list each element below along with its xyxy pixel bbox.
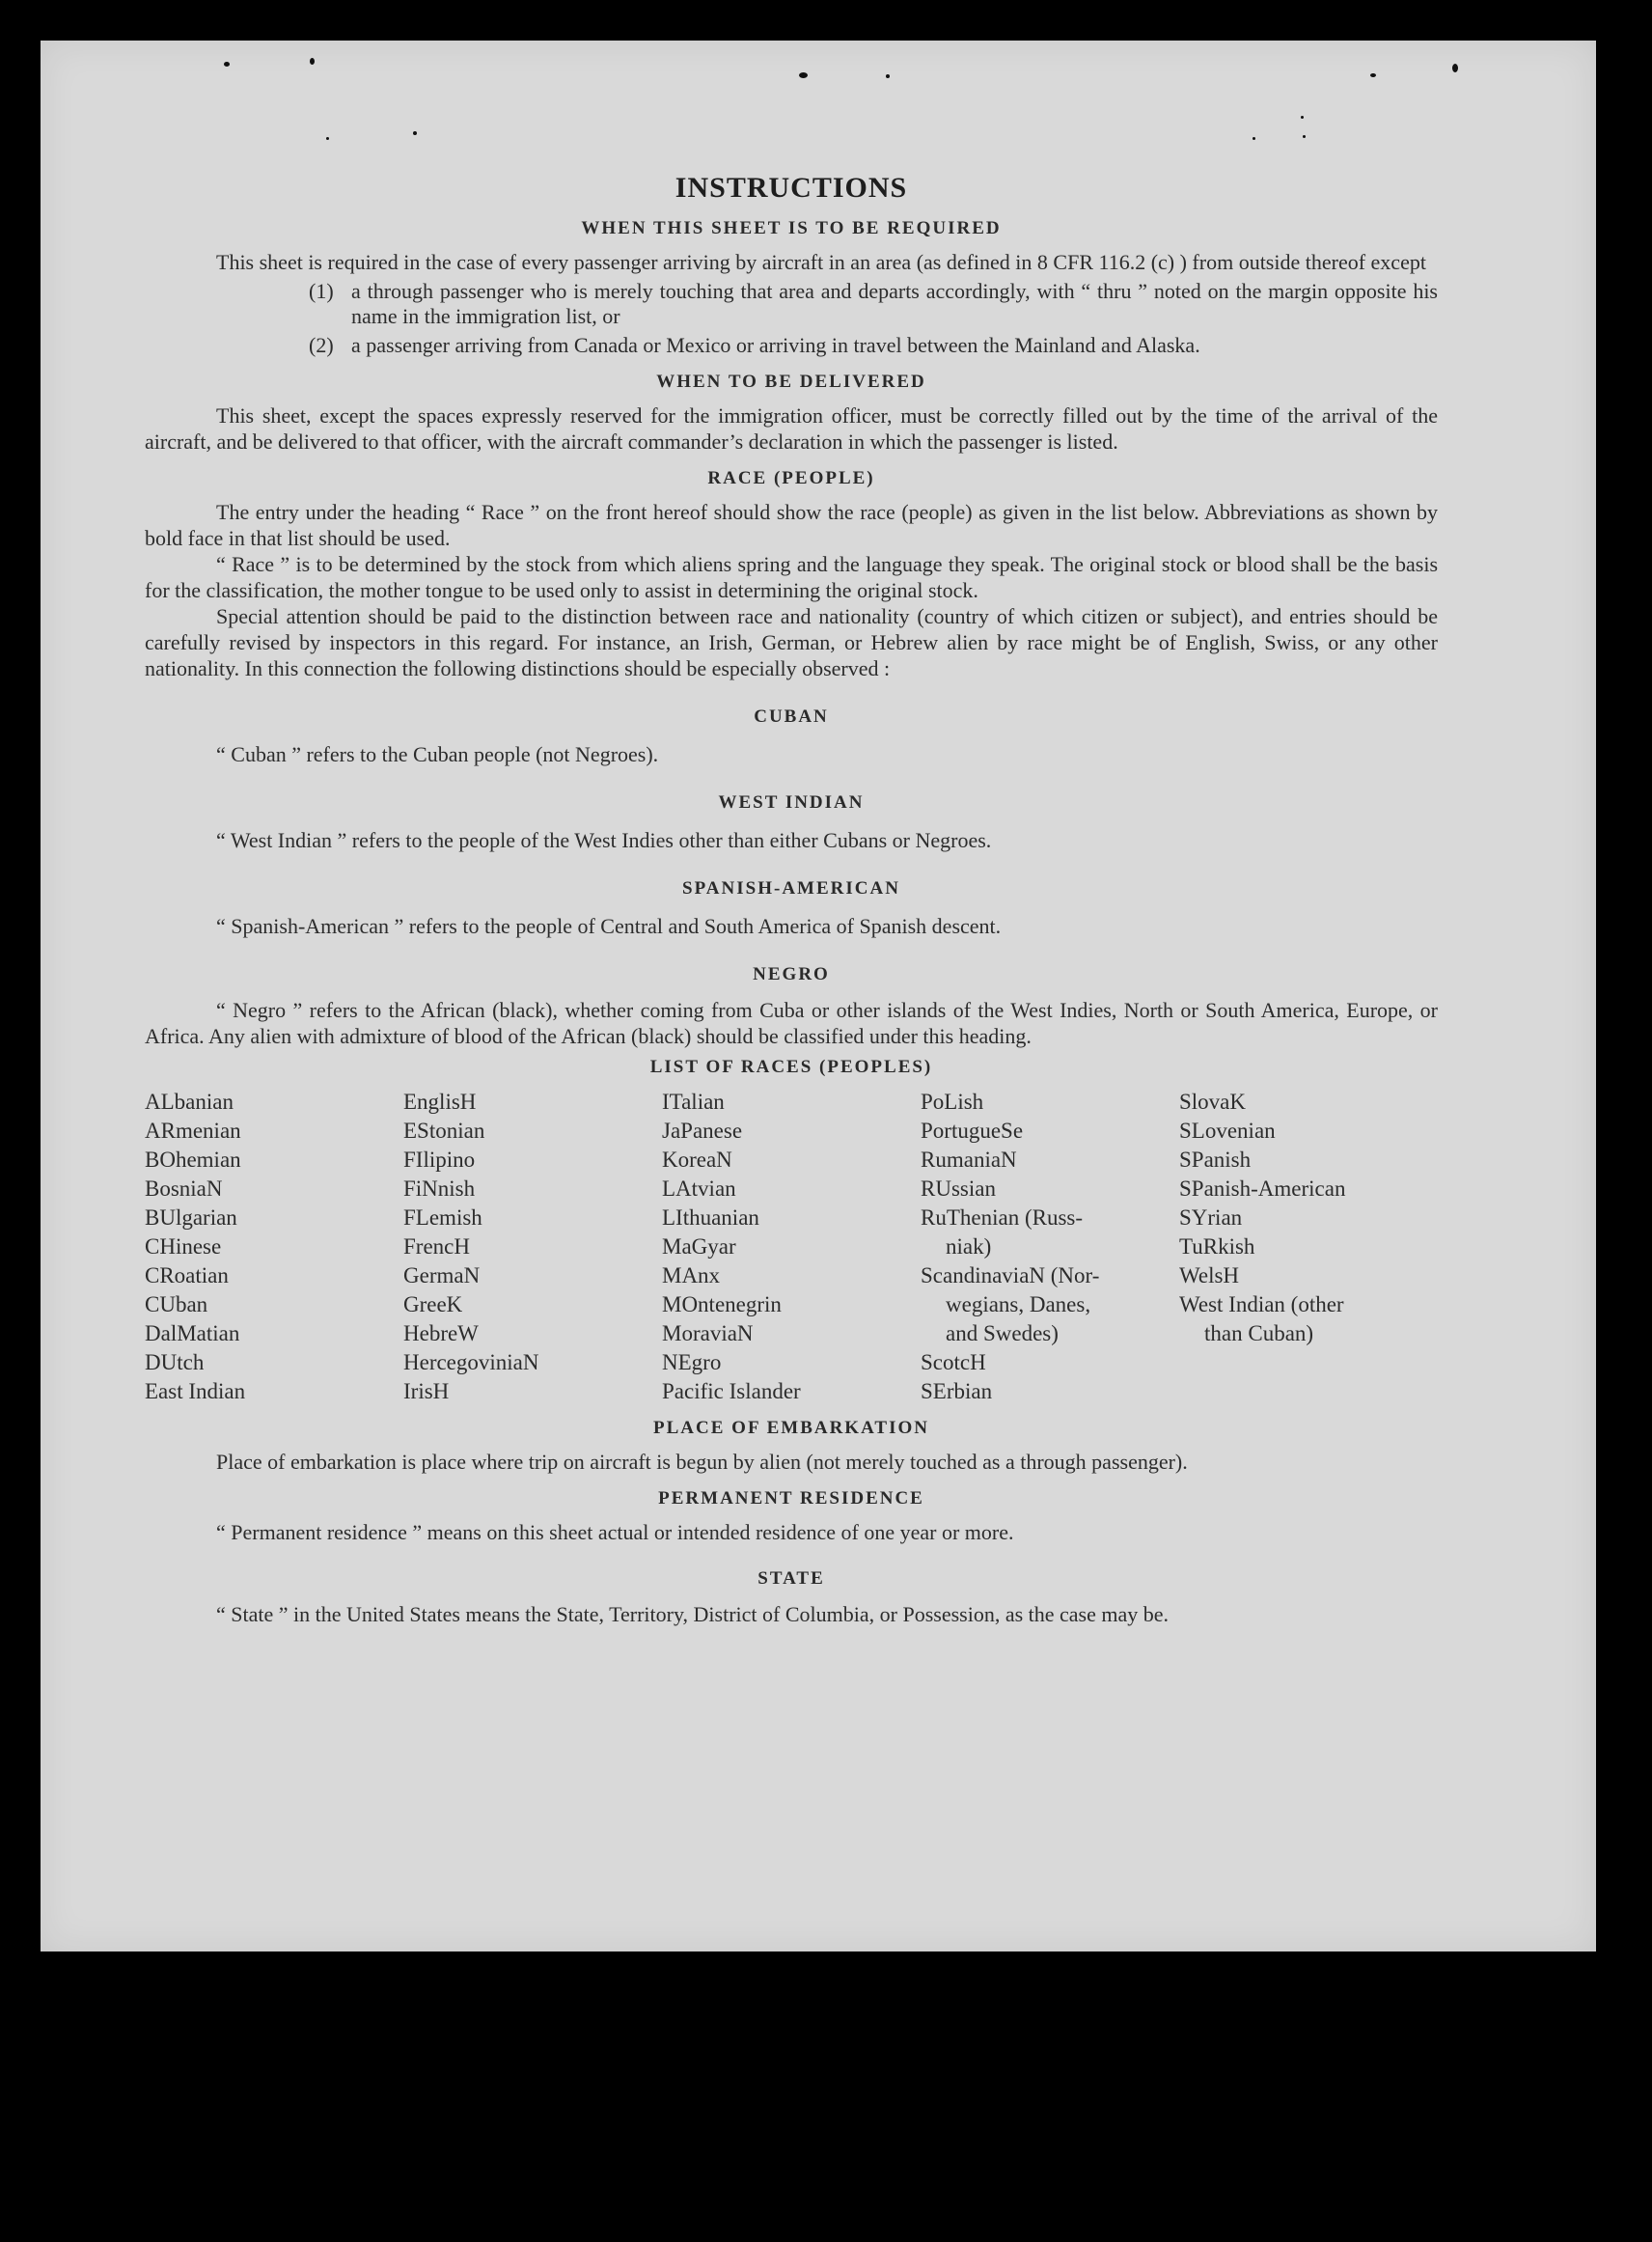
- race-entry: EnglisH: [403, 1090, 477, 1114]
- required-item-2: [145, 333, 1438, 358]
- scan-speck: [886, 74, 890, 78]
- races-column-3: [662, 1088, 921, 1406]
- required-intro: This sheet is required in the case of every passenger arriving by aircraft in an area (as defined in 8 CFR 116.2 (c) ) from outside thereof except: [216, 250, 1426, 274]
- race-entry: NEgro: [662, 1350, 722, 1374]
- race-entry: ScotcH: [921, 1350, 986, 1374]
- heading-race: RACE (PEOPLE): [707, 468, 875, 488]
- races-column-1: [145, 1088, 403, 1406]
- scan-speck: [1370, 73, 1376, 77]
- race-entry: PoLish: [921, 1090, 984, 1114]
- race-entry: BUlgarian: [145, 1205, 237, 1230]
- races-column-2: [403, 1088, 662, 1406]
- race-entry: RuThenian (Russ-: [921, 1205, 1084, 1230]
- race-entry: EStonian: [403, 1119, 485, 1143]
- scan-speck: [326, 137, 329, 140]
- race-entry: RumaniaN: [921, 1148, 1017, 1172]
- race-entry: ITalian: [662, 1090, 725, 1114]
- scan-speck: [1301, 116, 1304, 119]
- race-entry: and Swedes): [946, 1321, 1059, 1345]
- race-paragraph-2: “ Race ” is to be determined by the stock from which aliens spring and the language they speak. The original stock or blood shall be the basis for the classification, the mother tongue to be used only to assist in determining the original stock.: [145, 552, 1438, 602]
- item-text: a through passenger who is merely touching that area and departs accordingly, with “ thru ” noted on the margin opposite his name in the immigration list, or: [351, 279, 1438, 328]
- race-entry: WelsH: [1179, 1263, 1240, 1287]
- race-entry: RUssian: [921, 1176, 996, 1201]
- required-item-1: [145, 279, 1438, 329]
- race-paragraph-1: The entry under the heading “ Race ” on the front hereof should show the race (people) as given in the list below. Abbreviations as shown by bold face in that list should be used.: [145, 500, 1438, 550]
- race-entry: LIthuanian: [662, 1205, 759, 1230]
- race-entry: West Indian (other: [1179, 1292, 1344, 1316]
- cuban-text: “ Cuban ” refers to the Cuban people (not Negroes).: [216, 742, 659, 766]
- race-entry: ScandinaviaN (Nor-: [921, 1263, 1100, 1287]
- embarkation-text: Place of embarkation is place where trip on aircraft is begun by alien (not merely touched as a through passenger).: [216, 1450, 1188, 1474]
- race-entry: FrencH: [403, 1234, 470, 1259]
- heading-required: WHEN THIS SHEET IS TO BE REQUIRED: [581, 218, 1002, 238]
- race-entry: MAnx: [662, 1263, 721, 1287]
- race-entry: GreeK: [403, 1292, 463, 1316]
- race-entry: FIlipino: [403, 1148, 476, 1172]
- race-entry: ARmenian: [145, 1119, 241, 1143]
- heading-permanent-residence: PERMANENT RESIDENCE: [658, 1488, 924, 1509]
- scan-speck: [1303, 135, 1306, 138]
- page-title: INSTRUCTIONS: [675, 172, 908, 204]
- race-entry: FLemish: [403, 1205, 482, 1230]
- instructions-content: [145, 172, 1438, 1627]
- heading-list-of-races: LIST OF RACES (PEOPLES): [649, 1057, 933, 1077]
- race-entry: CRoatian: [145, 1263, 229, 1287]
- race-entry: JaPanese: [662, 1119, 743, 1143]
- heading-west-indian: WEST INDIAN: [718, 792, 865, 813]
- race-entry: GermaN: [403, 1263, 481, 1287]
- race-entry: than Cuban): [1204, 1321, 1314, 1345]
- race-entry: SYrian: [1179, 1205, 1243, 1230]
- race-entry: IrisH: [403, 1379, 450, 1403]
- scan-speck: [1253, 137, 1255, 140]
- races-list: [145, 1088, 1438, 1406]
- races-column-5: [1179, 1088, 1438, 1406]
- race-entry: SErbian: [921, 1379, 993, 1403]
- races-column-4: [921, 1088, 1179, 1406]
- race-entry: DalMatian: [145, 1321, 240, 1345]
- race-paragraph-3: Special attention should be paid to the distinction between race and nationality (country of which citizen or subject), and entries should be carefully revised by inspectors in this regard. For instance, an Irish, German, or Hebrew alien by race might be of English, Swiss, or any other nationality. In this connection the following distinctions should be especially observed :: [145, 604, 1438, 680]
- race-entry: CHinese: [145, 1234, 222, 1259]
- scan-speck: [413, 131, 417, 135]
- race-entry: BOhemian: [145, 1148, 241, 1172]
- race-entry: ALbanian: [145, 1090, 234, 1114]
- race-entry: SlovaK: [1179, 1090, 1246, 1114]
- race-entry: MoraviaN: [662, 1321, 754, 1345]
- race-entry: HebreW: [403, 1321, 479, 1345]
- race-entry: LAtvian: [662, 1176, 736, 1201]
- scan-speck: [310, 58, 315, 65]
- heading-delivered: WHEN TO BE DELIVERED: [656, 372, 926, 392]
- west-indian-text: “ West Indian ” refers to the people of the West Indies other than either Cubans or Negroes.: [216, 828, 992, 852]
- race-entry: CUban: [145, 1292, 208, 1316]
- race-entry: Pacific Islander: [662, 1379, 801, 1403]
- race-entry: SPanish: [1179, 1148, 1252, 1172]
- race-entry: SPanish-American: [1179, 1176, 1346, 1201]
- race-entry: BosniaN: [145, 1176, 223, 1201]
- spanish-american-text: “ Spanish-American ” refers to the people of Central and South America of Spanish descent.: [216, 914, 1002, 938]
- race-entry: wegians, Danes,: [946, 1292, 1091, 1316]
- item-text: a passenger arriving from Canada or Mexico or arriving in travel between the Mainland and Alaska.: [351, 333, 1200, 357]
- delivered-text: This sheet, except the spaces expressly reserved for the immigration officer, must be correctly filled out by the time of the arrival of the aircraft, and be delivered to that officer, with the aircraft commander’s declaration in which the passenger is listed.: [145, 403, 1438, 454]
- race-entry: FiNnish: [403, 1176, 476, 1201]
- item-number: (1): [309, 279, 334, 303]
- race-entry: MaGyar: [662, 1234, 736, 1259]
- scan-speck: [799, 72, 808, 78]
- scan-speck: [224, 62, 230, 67]
- race-entry: HercegoviniaN: [403, 1350, 539, 1374]
- state-text: “ State ” in the United States means the State, Territory, District of Columbia, or Possession, as the case may be.: [216, 1602, 1170, 1626]
- negro-text: “ Negro ” refers to the African (black), whether coming from Cuba or other islands of the West Indies, North or South America, Europe, or Africa. Any alien with admixture of blood of the African (black) should be classified under this heading.: [145, 998, 1438, 1048]
- race-entry: PortugueSe: [921, 1119, 1024, 1143]
- residence-text: “ Permanent residence ” means on this sheet actual or intended residence of one year or more.: [216, 1520, 1014, 1544]
- race-entry: SLovenian: [1179, 1119, 1276, 1143]
- heading-spanish-american: SPANISH-AMERICAN: [682, 878, 900, 899]
- race-entry: niak): [946, 1234, 992, 1259]
- race-entry: MOntenegrin: [662, 1292, 782, 1316]
- race-entry: KoreaN: [662, 1148, 732, 1172]
- race-entry: East Indian: [145, 1379, 246, 1403]
- heading-cuban: CUBAN: [754, 706, 829, 727]
- item-number: (2): [309, 333, 334, 357]
- heading-embarkation: PLACE OF EMBARKATION: [653, 1418, 929, 1438]
- race-entry: TuRkish: [1179, 1234, 1255, 1259]
- heading-state: STATE: [757, 1568, 825, 1589]
- race-entry: DUtch: [145, 1350, 205, 1374]
- scan-speck: [1452, 64, 1458, 72]
- heading-negro: NEGRO: [753, 964, 830, 984]
